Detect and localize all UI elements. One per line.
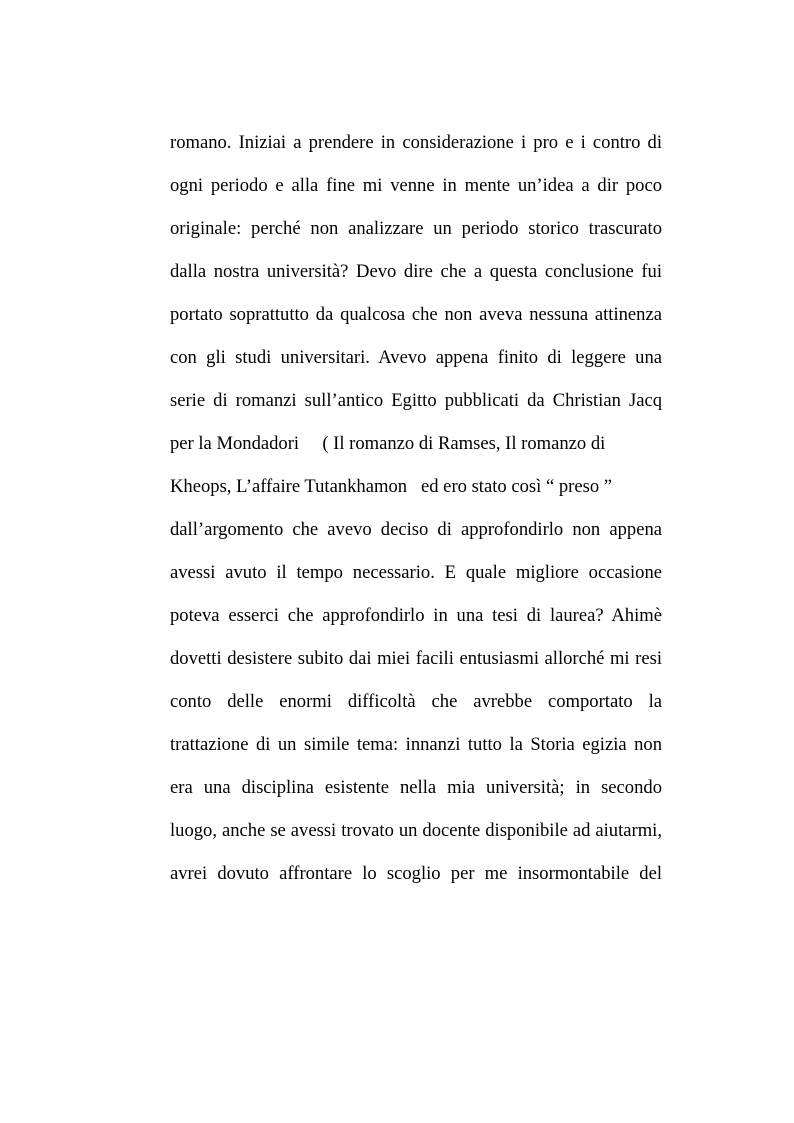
body-paragraph [170, 126, 662, 900]
text-line: per la Mondadori ( Il romanzo di Ramses, Il romanzo di [170, 433, 606, 454]
text-line: dovetti desistere subito dai miei facili entusiasmi allorché mi resi [170, 648, 662, 669]
text-line: Kheops, L’affaire Tutankhamon ed ero stato così “ preso ” [170, 476, 613, 497]
text-line: portato soprattutto da qualcosa che non aveva nessuna attinenza [170, 304, 662, 325]
text-line: trattazione di un simile tema: innanzi tutto la Storia egizia non [170, 734, 662, 755]
text-line: luogo, anche se avessi trovato un docente disponibile ad aiutarmi, [170, 820, 662, 841]
text-line: serie di romanzi sull’antico Egitto pubblicati da Christian Jacq [170, 390, 662, 411]
text-line: avessi avuto il tempo necessario. E quale migliore occasione [170, 562, 662, 583]
text-line: originale: perché non analizzare un periodo storico trascurato [170, 218, 662, 239]
text-line: conto delle enormi difficoltà che avrebbe comportato la [170, 691, 662, 712]
text-line: dalla nostra università? Devo dire che a questa conclusione fui [170, 261, 662, 282]
text-line: dall’argomento che avevo deciso di approfondirlo non appena [170, 519, 662, 540]
text-line: ogni periodo e alla fine mi venne in mente un’idea a dir poco [170, 175, 662, 196]
text-line: avrei dovuto affrontare lo scoglio per me insormontabile del [170, 863, 662, 884]
text-line: era una disciplina esistente nella mia università; in secondo [170, 777, 662, 798]
text-line: romano. Iniziai a prendere in considerazione i pro e i contro di [170, 132, 662, 153]
text-line: poteva esserci che approfondirlo in una tesi di laurea? Ahimè [170, 605, 662, 626]
text-line: con gli studi universitari. Avevo appena finito di leggere una [170, 347, 662, 368]
